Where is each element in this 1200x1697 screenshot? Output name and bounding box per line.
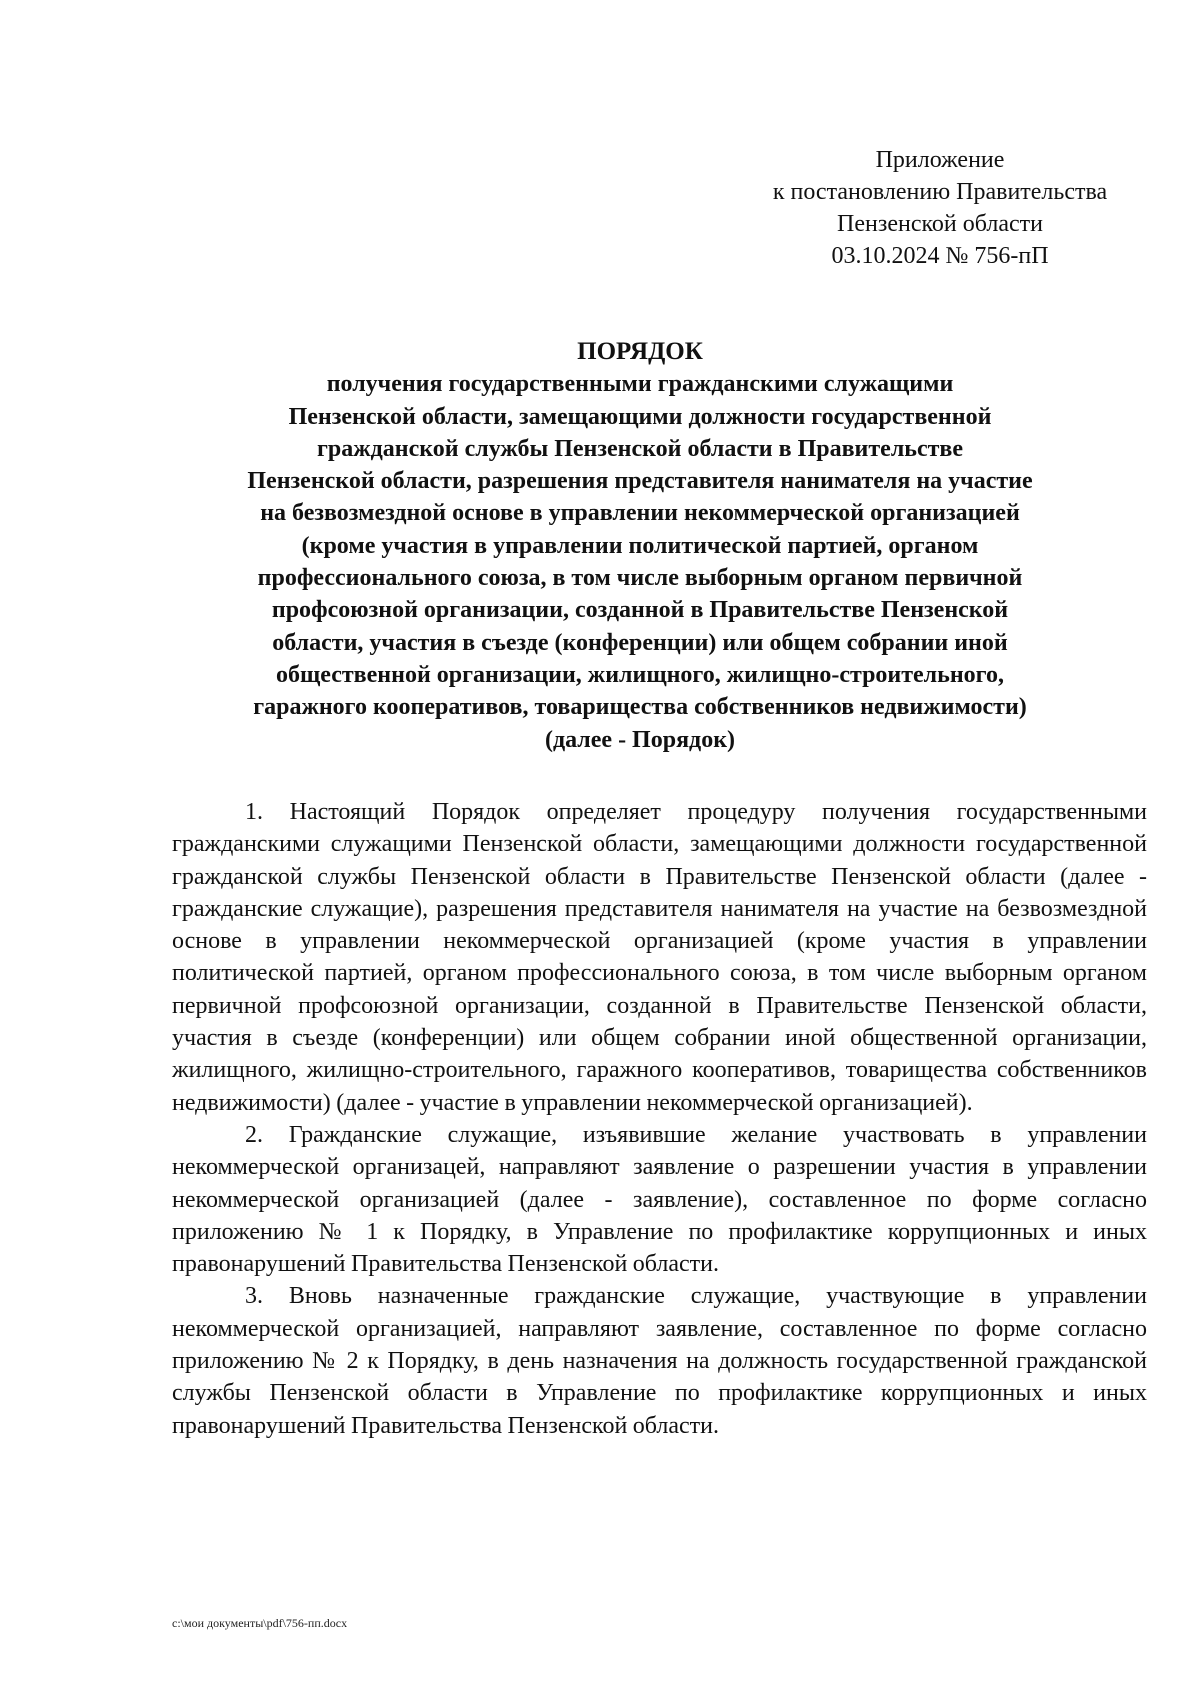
title-line: (кроме участия в управлении политической партией, органом	[301, 532, 979, 559]
title-line: на безвозмездной основе в управлении некоммерческой организацией	[260, 500, 1020, 527]
paragraph-3: 3. Вновь назначенные гражданские служащие, участвующие в управлении некоммерческой организацией, направляют заявление, составленное по форме согласно приложению № 2 к Порядку, в день назначения на должность государственной гражданской службы Пензенской области в Управление по профилактике коррупционных и иных правонарушений Правительства Пензенской области.	[172, 1283, 1147, 1439]
title-line: Пензенской области, разрешения представителя нанимателя на участие	[247, 468, 1033, 495]
appendix-date-number: 03.10.2024 № 756-пП	[831, 243, 1049, 269]
title-line: профессионального союза, в том числе выборным органом первичной	[257, 565, 1023, 592]
title-line: гаражного кооперативов, товарищества собственников недвижимости)	[253, 694, 1027, 721]
paragraph-1: 1. Настоящий Порядок определяет процедуру получения государственными гражданскими служащими Пензенской области, замещающими должности государственной гражданской службы Пензенской области в Правительстве Пензенской области (далее - гражданские служащие), разрешения представителя нанимателя на участие на безвозмездной основе в управлении некоммерческой организацией (кроме участия в управлении политической партией, органом профессионального союза, в том числе выборным органом первичной профсоюзной организации, созданной в Правительстве Пензенской области, участия в съезде (конференции) или общем собрании иной общественной организации, жилищного, жилищно-строительного, гаражного кооперативов, товарищества собственников недвижимости) (далее - участие в управлении некоммерческой организацией).	[172, 799, 1147, 1116]
appendix-label: Приложение	[875, 147, 1005, 173]
title-line: общественной организации, жилищного, жилищно-строительного,	[276, 661, 1004, 688]
appendix-resolution-ref: к постановлению Правительства	[772, 179, 1108, 205]
footer-file-path: c:\мои документы\pdf\756-пп.docx	[172, 1616, 348, 1630]
title-line: (далее - Порядок)	[544, 726, 736, 753]
document-body	[172, 796, 1147, 1442]
title-line: гражданской службы Пензенской области в Правительстве	[316, 435, 964, 462]
title-line: области, участия в съезде (конференции) или общем собрании иной	[272, 629, 1008, 656]
title-line: профсоюзной организации, созданной в Правительстве Пензенской	[271, 597, 1009, 624]
title-line: получения государственными гражданскими служащими	[326, 371, 954, 398]
document-title	[170, 336, 1110, 756]
paragraph-2: 2. Гражданские служащие, изъявившие желание участвовать в управлении некоммерческой организацей, направляют заявление о разрешении участия в управлении некоммерческой организацией (далее - заявление), составленное по форме согласно приложению № 1 к Порядку, в Управление по профилактике коррупционных и иных правонарушений Правительства Пензенской области.	[172, 1121, 1147, 1278]
title-heading: ПОРЯДОК	[577, 338, 703, 365]
appendix-block	[740, 144, 1140, 272]
appendix-region: Пензенской области	[837, 211, 1043, 237]
title-line: Пензенской области, замещающими должности государственной	[288, 403, 992, 430]
